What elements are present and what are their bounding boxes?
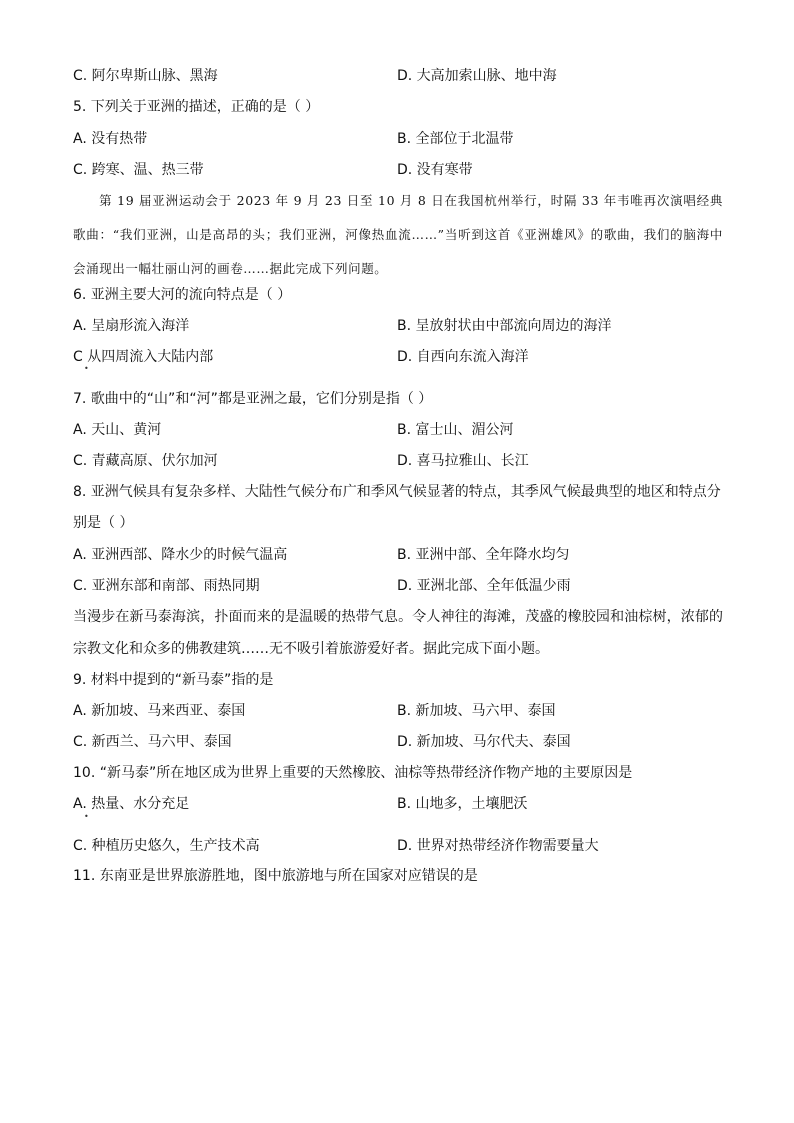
passage-asian-games-text: 第 19 届亚洲运动会于 2023 年 9 月 23 日至 10 月 8 日在我国杭州举行，时隔 33 年韦唯再次演唱经典歌曲：“我们亚洲，山是高昂的头；我们亚洲，河像热血流……”当听到这首《亚洲雄风》的歌曲，我们的脑海中会涌现出一幅壮丽山河的画卷……据此完成下列问题。 <box>73 193 723 276</box>
q11-stem: 11. 东南亚是世界旅游胜地，图中旅游地与所在国家对应错误的是 <box>73 868 478 884</box>
q7-stem: 7. 歌曲中的“山”和“河”都是亚洲之最，它们分别是指（ ） <box>73 391 433 407</box>
q10-option-c: C. 种植历史悠久，生产技术高 <box>73 838 260 854</box>
q6-option-d: D. 自西向东流入海洋 <box>397 349 529 365</box>
q4-option-c: C. 阿尔卑斯山脉、黑海 <box>73 68 218 84</box>
q10-option-a: A. 热量、水分充足 <box>73 796 190 812</box>
q5-option-a: A. 没有热带 <box>73 131 148 147</box>
q9-option-a: A. 新加坡、马来西亚、泰国 <box>73 703 246 719</box>
q5-option-c: C. 跨寒、温、热三带 <box>73 162 204 178</box>
passage-xinmatai: 当漫步在新马泰海滨，扑面而来的是温暖的热带气息。令人神往的海滩，茂盛的橡胶园和油棕树，浓郁的宗教文化和众多的佛教建筑……无不吸引着旅游爱好者。据此完成下面小题。 <box>73 609 723 657</box>
q5-stem: 5. 下列关于亚洲的描述，正确的是（ ） <box>73 99 320 115</box>
q8-stem-line2: 别是（ ） <box>73 515 134 531</box>
q8-option-d: D. 亚洲北部、全年低温少雨 <box>397 578 571 594</box>
stray-dot: • <box>84 812 89 821</box>
q8-option-c: C. 亚洲东部和南部、雨热同期 <box>73 578 260 594</box>
q9-option-d: D. 新加坡、马尔代夫、泰国 <box>397 734 571 750</box>
stray-dot: • <box>84 364 89 373</box>
q8-stem-line1: 8. 亚洲气候具有复杂多样、大陆性气候分布广和季风气候显著的特点，其季风气候最典型的地区和特点分 <box>73 484 721 500</box>
q8-option-b: B. 亚洲中部、全年降水均匀 <box>397 547 570 563</box>
q10-option-d: D. 世界对热带经济作物需要量大 <box>397 838 599 854</box>
q7-option-a: A. 天山、黄河 <box>73 422 162 438</box>
q9-option-c: C. 新西兰、马六甲、泰国 <box>73 734 232 750</box>
q6-option-b: B. 呈放射状由中部流向周边的海洋 <box>397 318 612 334</box>
q5-option-b: B. 全部位于北温带 <box>397 131 514 147</box>
q10-option-b: B. 山地多，土壤肥沃 <box>397 796 528 812</box>
q7-option-c: C. 青藏高原、伏尔加河 <box>73 453 218 469</box>
q6-stem: 6. 亚洲主要大河的流向特点是（ ） <box>73 287 292 303</box>
passage-asian-games <box>73 184 723 286</box>
q9-option-b: B. 新加坡、马六甲、泰国 <box>397 703 556 719</box>
q4-option-d: D. 大高加索山脉、地中海 <box>397 68 557 84</box>
q7-option-d: D. 喜马拉雅山、长江 <box>397 453 529 469</box>
q8-option-a: A. 亚洲西部、降水少的时候气温高 <box>73 547 288 563</box>
q5-option-d: D. 没有寒带 <box>397 162 473 178</box>
q7-option-b: B. 富士山、湄公河 <box>397 422 514 438</box>
q6-option-c: C 从四周流入大陆内部 <box>73 349 214 365</box>
q9-stem: 9. 材料中提到的“新马泰”指的是 <box>73 672 274 688</box>
q6-option-a: A. 呈扇形流入海洋 <box>73 318 190 334</box>
q10-stem: 10. “新马泰”所在地区成为世界上重要的天然橡胶、油棕等热带经济作物产地的主要原因是 <box>73 765 633 781</box>
